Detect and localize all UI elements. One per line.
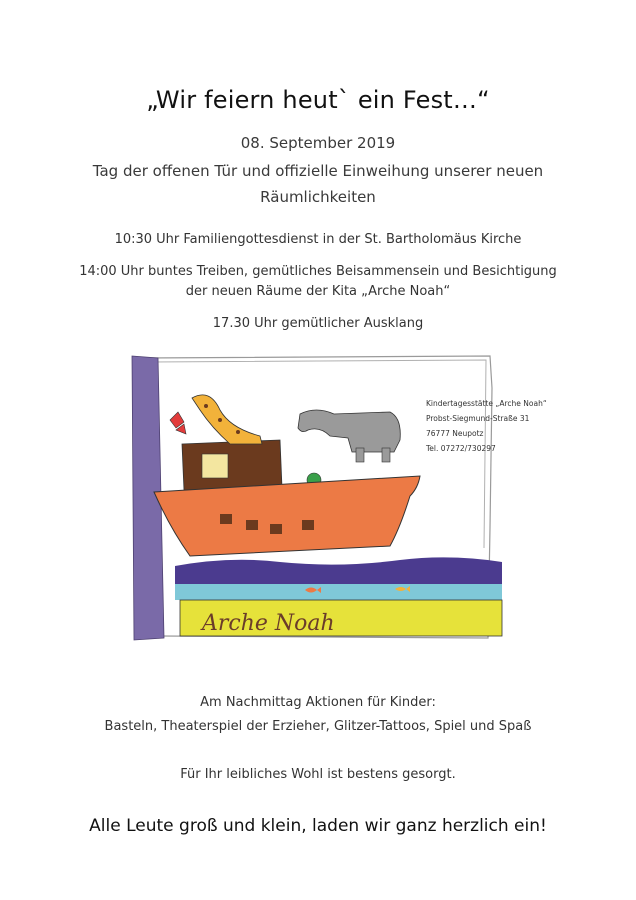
program-item-2 xyxy=(0,262,636,302)
ark-cabin xyxy=(182,440,282,490)
program-item-3: 17.30 Uhr gemütlicher Ausklang xyxy=(212,316,424,331)
subtitle-line-1: Tag der offenen Tür und offizielle Einweihung unserer neuen xyxy=(92,162,544,180)
program-item-1: 10:30 Uhr Familiengottesdienst in der St. Bartholomäus Kirche xyxy=(114,232,522,247)
address-name: Kindertagesstätte „Arche Noah“ xyxy=(426,399,547,408)
address-phone: Tel. 07272/730297 xyxy=(426,444,496,453)
drawing-signature: Arche Noah xyxy=(202,611,335,636)
flyer-title: „Wir feiern heut` ein Fest…“ xyxy=(146,86,490,114)
kita-address xyxy=(426,396,547,456)
water-light xyxy=(175,584,502,600)
address-city: 76777 Neupotz xyxy=(426,429,484,438)
butterfly xyxy=(170,412,186,434)
food-note: Für Ihr leibliches Wohl ist bestens gesorgt. xyxy=(180,767,456,782)
arche-noah-drawing xyxy=(120,348,510,648)
kids-activities xyxy=(0,691,636,739)
program-item-2-line-2: der neuen Räume der Kita „Arche Noah“ xyxy=(185,284,451,299)
event-subtitle xyxy=(0,158,636,210)
cabin-window xyxy=(202,454,228,478)
giraffe xyxy=(192,395,262,444)
program-item-2-line-1: 14:00 Uhr buntes Treiben, gemütliches Beisammensein und Besichtigung xyxy=(79,264,557,279)
address-street: Probst-Siegmund-Straße 31 xyxy=(426,414,530,423)
kids-line-1: Am Nachmittag Aktionen für Kinder: xyxy=(200,695,436,710)
event-date: 08. September 2019 xyxy=(240,134,396,152)
subtitle-line-2: Räumlichkeiten xyxy=(260,188,376,206)
elephant xyxy=(298,410,400,452)
kids-line-2: Basteln, Theaterspiel der Erzieher, Glitzer-Tattoos, Spiel und Spaß xyxy=(104,719,532,734)
invitation: Alle Leute groß und klein, laden wir ganz herzlich ein! xyxy=(89,816,547,836)
